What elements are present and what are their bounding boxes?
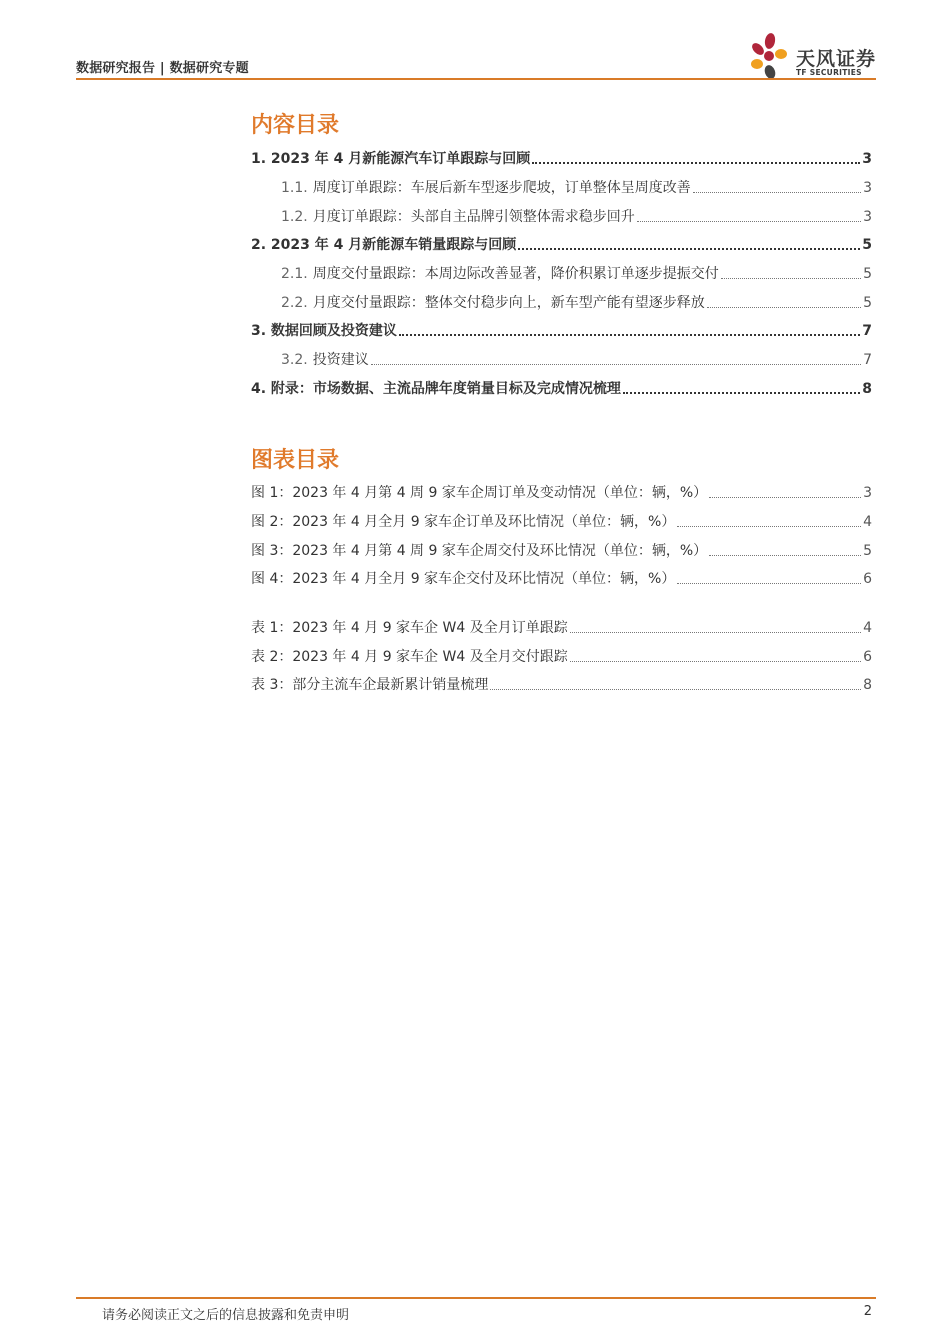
toc-entry-page: 3 [863,180,872,196]
toc-entry-label: 月度交付量跟踪：整体交付稳步向上，新车型产能有望逐步释放 [312,295,705,311]
table-entry-3[interactable] [251,674,872,694]
toc-entry-page: 5 [863,295,872,311]
toc-entry-3[interactable] [251,320,872,340]
toc-entry-2-1[interactable] [281,263,872,283]
footer-disclaimer: 请务必阅读正文之后的信息披露和免责申明 [102,1308,350,1323]
figure-list-title: 图表目录 [251,448,340,473]
dot-leader [677,583,861,584]
footer-divider [76,1297,876,1299]
dot-leader [721,278,861,279]
dot-leader [570,632,861,633]
toc-entry-1-2[interactable] [281,206,872,226]
figure-entry-4[interactable] [251,568,872,588]
toc-entry-3-2[interactable] [281,349,872,369]
table-entry-label: 表 1：2023 年 4 月 9 家车企 W4 及全月订单跟踪 [251,620,568,636]
dot-leader [399,334,860,336]
toc-entry-page: 7 [863,352,872,368]
logo-subtitle: TF SECURITIES [796,68,862,77]
toc-entry-label: 月度订单跟踪：头部自主品牌引领整体需求稳步回升 [312,209,635,225]
toc-entry-1-1[interactable] [281,177,872,197]
figure-entry-2[interactable] [251,511,872,531]
figure-entry-page: 4 [863,514,872,530]
toc-entry-label: 4. 附录：市场数据、主流品牌年度销量目标及完成情况梳理 [251,381,621,397]
figure-entry-page: 3 [863,485,872,501]
table-entry-label: 表 2：2023 年 4 月 9 家车企 W4 及全月交付跟踪 [251,649,568,665]
dot-leader [518,248,860,250]
company-logo [748,30,876,78]
dot-leader [707,307,861,308]
figure-entry-label: 图 4：2023 年 4 月全月 9 家车企交付及环比情况（单位：辆，%） [251,571,676,587]
dot-leader [637,221,861,222]
toc-entry-page: 8 [862,381,872,397]
figure-entry-page: 6 [863,571,872,587]
dot-leader [693,192,861,193]
toc-entry-page: 7 [862,323,872,339]
toc-entry-label: 1. 2023 年 4 月新能源汽车订单跟踪与回顾 [251,151,531,167]
toc-entry-page: 3 [863,209,872,225]
dot-leader [709,497,861,498]
toc-title: 内容目录 [251,113,340,138]
table-entry-2[interactable] [251,646,872,666]
page-number: 2 [863,1304,872,1319]
figure-entry-label: 图 2：2023 年 4 月全月 9 家车企订单及环比情况（单位：辆，%） [251,514,676,530]
table-entry-page: 4 [863,620,872,636]
figure-entry-1[interactable] [251,482,872,502]
toc-entry-page: 5 [862,237,872,253]
toc-entry-number: 1.1. [281,180,308,196]
toc-entry-number: 2.1. [281,266,308,282]
dot-leader [490,689,861,690]
table-entry-1[interactable] [251,617,872,637]
toc-entry-label: 投资建议 [312,352,369,368]
toc-entry-4[interactable] [251,378,872,398]
toc-entry-number: 2.2. [281,295,308,311]
toc-entry-label: 3. 数据回顾及投资建议 [251,323,397,339]
report-type-label: 数据研究报告 | 数据研究专题 [76,61,249,76]
table-entry-page: 6 [863,649,872,665]
dot-leader [532,162,860,164]
toc-entry-1[interactable] [251,148,872,168]
dot-leader [677,526,861,527]
figure-entry-3[interactable] [251,540,872,560]
table-entry-label: 表 3：部分主流车企最新累计销量梳理 [251,677,489,693]
toc-entry-number: 1.2. [281,209,308,225]
tf-flower-icon [748,32,794,80]
dot-leader [709,555,861,556]
figure-entry-label: 图 3：2023 年 4 月第 4 周 9 家车企周交付及环比情况（单位：辆，%） [251,543,708,559]
toc-entry-page: 5 [863,266,872,282]
figure-entry-page: 5 [863,543,872,559]
toc-entry-label: 周度订单跟踪：车展后新车型逐步爬坡，订单整体呈周度改善 [312,180,691,196]
dot-leader [623,392,860,394]
dot-leader [371,364,861,365]
toc-entry-label: 2. 2023 年 4 月新能源车销量跟踪与回顾 [251,237,517,253]
header-divider [76,78,876,80]
table-entry-page: 8 [863,677,872,693]
toc-entry-page: 3 [862,151,872,167]
logo-name: 天风证券 [796,48,877,70]
figure-entry-label: 图 1：2023 年 4 月第 4 周 9 家车企周订单及变动情况（单位：辆，%） [251,485,708,501]
toc-entry-2-2[interactable] [281,292,872,312]
toc-entry-2[interactable] [251,234,872,254]
toc-entry-label: 周度交付量跟踪：本周边际改善显著，降价积累订单逐步提振交付 [312,266,719,282]
dot-leader [570,661,861,662]
page-header [76,30,876,82]
toc-entry-number: 3.2. [281,352,308,368]
